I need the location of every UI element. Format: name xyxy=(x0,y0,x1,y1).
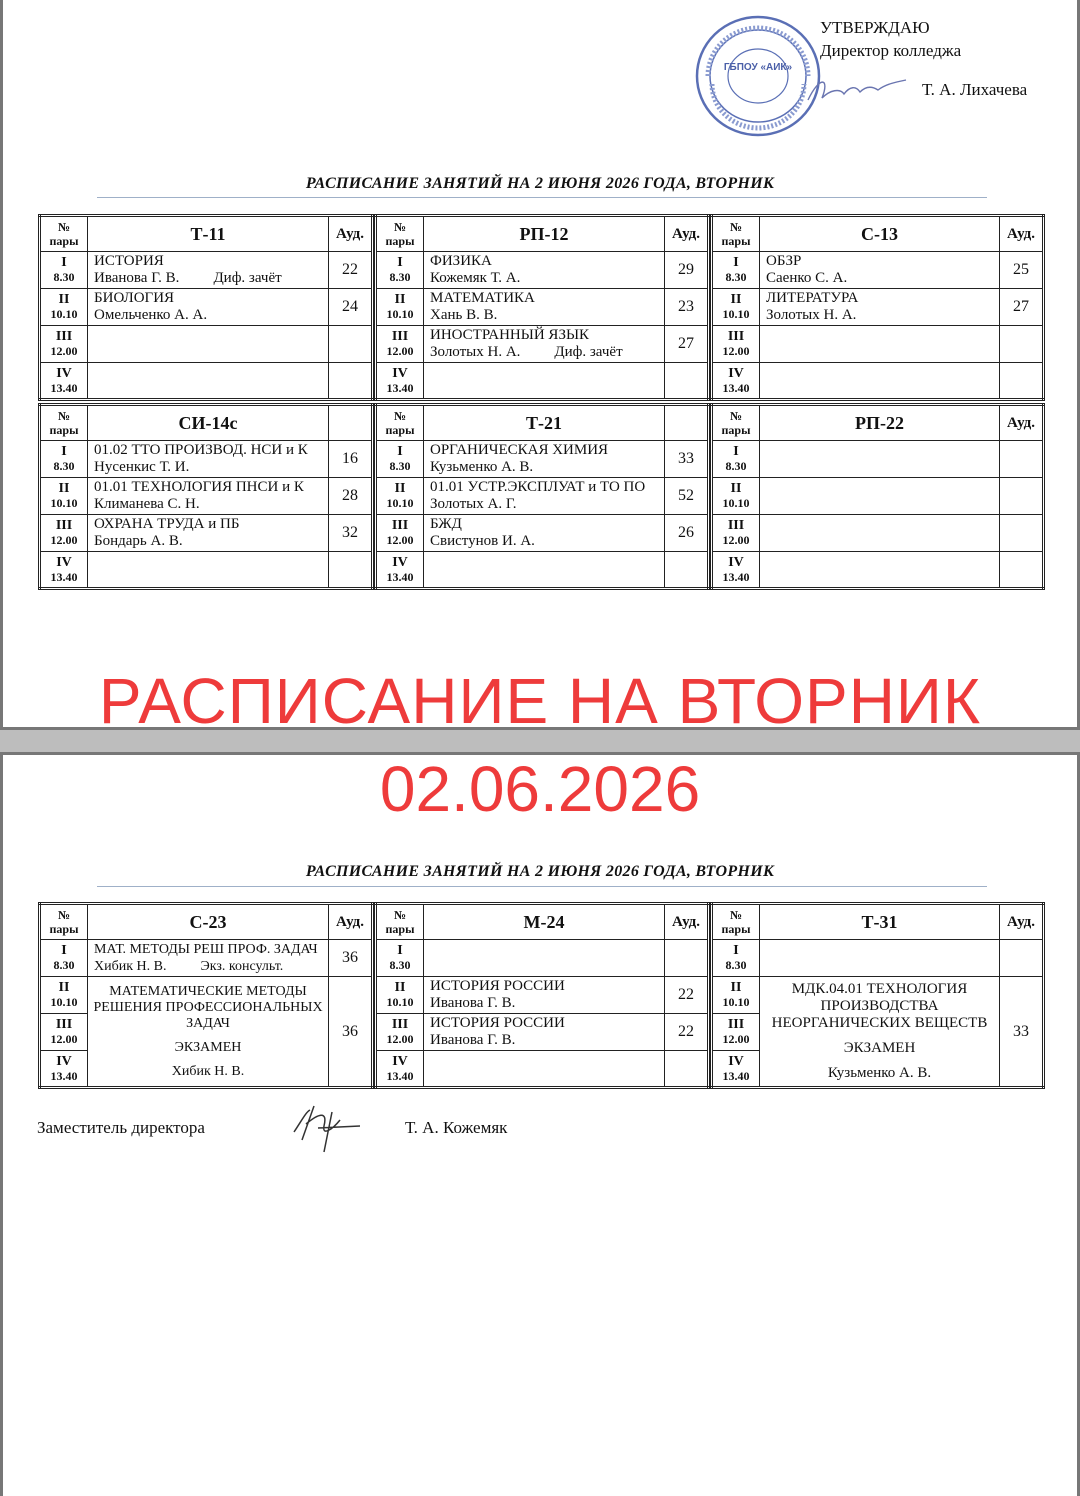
room-3: 22 xyxy=(665,1014,709,1051)
room-3 xyxy=(329,326,373,363)
aud-header: Ауд. xyxy=(1000,405,1044,441)
period-3: III 12.00 xyxy=(376,1014,424,1051)
lesson-1: МАТ. МЕТОДЫ РЕШ ПРОФ. ЗАДАЧ Хибик Н. В. Экз. консульт. xyxy=(88,940,329,977)
period-4: IV 13.40 xyxy=(712,1051,760,1088)
lesson-2: 01.01 ТЕХНОЛОГИЯ ПНСИ и К Климанева С. Н. xyxy=(88,478,329,515)
lesson-4 xyxy=(760,552,1000,589)
table-t31 xyxy=(710,902,1045,1089)
header-num: № пары xyxy=(712,904,760,940)
lesson-2: ЛИТЕРАТУРА Золотых Н. А. xyxy=(760,289,1000,326)
room-1: 36 xyxy=(329,940,373,977)
exam-room: 36 xyxy=(329,977,373,1088)
lesson-3: БЖД Свистунов И. А. xyxy=(424,515,665,552)
lesson-3: ИСТОРИЯ РОССИИ Иванова Г. В. xyxy=(424,1014,665,1051)
room-2: 23 xyxy=(665,289,709,326)
svg-text:ГБПОУ «АИК»: ГБПОУ «АИК» xyxy=(723,62,793,73)
period-1: I 8.30 xyxy=(712,940,760,977)
period-2: II 10.10 xyxy=(40,977,88,1014)
period-4: IV 13.40 xyxy=(376,552,424,589)
lesson-3: ИНОСТРАННЫЙ ЯЗЫК Золотых Н. А. Диф. зачёт xyxy=(424,326,665,363)
period-3: III 12.00 xyxy=(376,326,424,363)
lesson-1 xyxy=(760,940,1000,977)
period-2: II 10.10 xyxy=(712,478,760,515)
period-4: IV 13.40 xyxy=(40,552,88,589)
exam-room: 33 xyxy=(1000,977,1044,1088)
room-3: 32 xyxy=(329,515,373,552)
room-3: 27 xyxy=(665,326,709,363)
footer-position: Заместитель директора xyxy=(37,1118,205,1137)
room-4 xyxy=(665,552,709,589)
aud-header: Ауд. xyxy=(329,216,373,252)
room-2: 27 xyxy=(1000,289,1044,326)
header-num: № пары xyxy=(40,405,88,441)
aud-header: Ауд. xyxy=(665,904,709,940)
period-1: I 8.30 xyxy=(376,441,424,478)
room-2: 52 xyxy=(665,478,709,515)
title-underline xyxy=(97,197,987,198)
header-num: № пары xyxy=(376,216,424,252)
room-1 xyxy=(1000,940,1044,977)
aud-header: Ауд. xyxy=(1000,216,1044,252)
lesson-1 xyxy=(424,940,665,977)
group-name: РП-12 xyxy=(424,216,665,252)
room-4 xyxy=(329,363,373,400)
group-name: Т-21 xyxy=(424,405,665,441)
room-2 xyxy=(1000,478,1044,515)
room-4 xyxy=(665,1051,709,1088)
period-2: II 10.10 xyxy=(40,289,88,326)
table-rp22 xyxy=(710,403,1045,590)
room-1: 16 xyxy=(329,441,373,478)
period-2: II 10.10 xyxy=(712,289,760,326)
header-num: № пары xyxy=(376,405,424,441)
table-si14c xyxy=(38,403,374,590)
group-name: СИ-14с xyxy=(88,405,329,441)
period-3: III 12.00 xyxy=(712,1014,760,1051)
period-3: III 12.00 xyxy=(712,515,760,552)
period-3: III 12.00 xyxy=(40,1014,88,1051)
period-1: I 8.30 xyxy=(40,441,88,478)
group-name: Т-11 xyxy=(88,216,329,252)
period-2: II 10.10 xyxy=(40,478,88,515)
room-4 xyxy=(1000,363,1044,400)
lesson-4 xyxy=(88,363,329,400)
approve-heading: УТВЕРЖДАЮ xyxy=(820,18,930,37)
approval-block xyxy=(820,16,1028,99)
lesson-1: ИСТОРИЯ Иванова Г. В. Диф. зачёт xyxy=(88,252,329,289)
group-name: РП-22 xyxy=(760,405,1000,441)
aud-header: Ауд. xyxy=(329,904,373,940)
header-num: № пары xyxy=(712,405,760,441)
lesson-4 xyxy=(760,363,1000,400)
table-t21 xyxy=(374,403,710,590)
room-4 xyxy=(329,552,373,589)
schedule-title-2: РАСПИСАНИЕ ЗАНЯТИЙ НА 2 ИЮНЯ 2026 ГОДА, ВТОРНИК xyxy=(305,863,775,880)
lesson-3 xyxy=(88,326,329,363)
room-1: 22 xyxy=(329,252,373,289)
period-2: II 10.10 xyxy=(376,977,424,1014)
lesson-1: ФИЗИКА Кожемяк Т. А. xyxy=(424,252,665,289)
room-1: 33 xyxy=(665,441,709,478)
room-4 xyxy=(665,363,709,400)
lesson-4 xyxy=(88,552,329,589)
aud-header xyxy=(329,405,373,441)
header-num: № пары xyxy=(40,904,88,940)
lesson-1 xyxy=(760,441,1000,478)
room-2: 24 xyxy=(329,289,373,326)
banner-date: 02.06.2026 xyxy=(379,753,701,825)
lesson-1: 01.02 ТТО ПРОИЗВОД. НСИ и К Нусенкис Т. И. xyxy=(88,441,329,478)
table-c23 xyxy=(38,902,374,1089)
period-3: III 12.00 xyxy=(40,515,88,552)
lesson-4 xyxy=(424,1051,665,1088)
room-1: 29 xyxy=(665,252,709,289)
schedule-title: РАСПИСАНИЕ ЗАНЯТИЙ НА 2 ИЮНЯ 2026 ГОДА, ВТОРНИК xyxy=(305,175,775,192)
period-1: I 8.30 xyxy=(712,252,760,289)
group-name: Т-31 xyxy=(760,904,1000,940)
period-4: IV 13.40 xyxy=(40,363,88,400)
header-num: № пары xyxy=(40,216,88,252)
aud-header xyxy=(665,405,709,441)
lesson-4 xyxy=(424,363,665,400)
lesson-2: БИОЛОГИЯ Омельченко А. А. xyxy=(88,289,329,326)
director-signature-icon xyxy=(800,70,910,110)
exam-cell: МДК.04.01 ТЕХНОЛОГИЯ ПРОИЗВОДСТВА НЕОРГАНИЧЕСКИХ ВЕЩЕСТВ ЭКЗАМЕН Кузьменко А. В. xyxy=(760,977,1000,1088)
period-3: III 12.00 xyxy=(40,326,88,363)
period-2: II 10.10 xyxy=(376,478,424,515)
room-2: 28 xyxy=(329,478,373,515)
deputy-signature-icon xyxy=(288,1100,368,1160)
room-1 xyxy=(665,940,709,977)
lesson-3 xyxy=(760,326,1000,363)
lesson-1: ОБЗР Саенко С. А. xyxy=(760,252,1000,289)
room-2: 22 xyxy=(665,977,709,1014)
group-name: С-23 xyxy=(88,904,329,940)
period-4: IV 13.40 xyxy=(712,552,760,589)
banner-weekday: РАСПИСАНИЕ НА ВТОРНИК xyxy=(98,665,982,737)
lesson-2 xyxy=(760,478,1000,515)
period-4: IV 13.40 xyxy=(712,363,760,400)
lesson-3: ОХРАНА ТРУДА и ПБ Бондарь А. В. xyxy=(88,515,329,552)
period-1: I 8.30 xyxy=(40,940,88,977)
lesson-3 xyxy=(760,515,1000,552)
table-c13 xyxy=(710,214,1045,401)
table-m24 xyxy=(374,902,710,1089)
room-3 xyxy=(1000,515,1044,552)
footer-name: Т. А. Кожемяк xyxy=(405,1118,508,1137)
lesson-2: МАТЕМАТИКА Хань В. В. xyxy=(424,289,665,326)
room-3: 26 xyxy=(665,515,709,552)
group-name: С-13 xyxy=(760,216,1000,252)
period-2: II 10.10 xyxy=(712,977,760,1014)
period-1: I 8.30 xyxy=(376,252,424,289)
group-name: М-24 xyxy=(424,904,665,940)
period-2: II 10.10 xyxy=(376,289,424,326)
lesson-2: 01.01 УСТР.ЭКСПЛУАТ и ТО ПО Золотых А. Г. xyxy=(424,478,665,515)
table-rp12 xyxy=(374,214,710,401)
table-t11 xyxy=(38,214,374,401)
room-1: 25 xyxy=(1000,252,1044,289)
period-4: IV 13.40 xyxy=(376,1051,424,1088)
period-3: III 12.00 xyxy=(376,515,424,552)
period-4: IV 13.40 xyxy=(40,1051,88,1088)
title-underline-2 xyxy=(97,886,987,887)
approve-position: Директор колледжа xyxy=(820,41,962,60)
header-num: № пары xyxy=(712,216,760,252)
aud-header: Ауд. xyxy=(1000,904,1044,940)
period-1: I 8.30 xyxy=(40,252,88,289)
aud-header: Ауд. xyxy=(665,216,709,252)
lesson-4 xyxy=(424,552,665,589)
room-4 xyxy=(1000,552,1044,589)
approve-name: Т. А. Лихачева xyxy=(922,80,1028,99)
room-3 xyxy=(1000,326,1044,363)
period-3: III 12.00 xyxy=(712,326,760,363)
lesson-1: ОРГАНИЧЕСКАЯ ХИМИЯ Кузьменко А. В. xyxy=(424,441,665,478)
exam-cell: МАТЕМАТИЧЕСКИЕ МЕТОДЫ РЕШЕНИЯ ПРОФЕССИОНАЛЬНЫХ ЗАДАЧ ЭКЗАМЕН Хибик Н. В. xyxy=(88,977,329,1088)
room-1 xyxy=(1000,441,1044,478)
lesson-2: ИСТОРИЯ РОССИИ Иванова Г. В. xyxy=(424,977,665,1014)
header-num: № пары xyxy=(376,904,424,940)
period-4: IV 13.40 xyxy=(376,363,424,400)
period-1: I 8.30 xyxy=(376,940,424,977)
period-1: I 8.30 xyxy=(712,441,760,478)
